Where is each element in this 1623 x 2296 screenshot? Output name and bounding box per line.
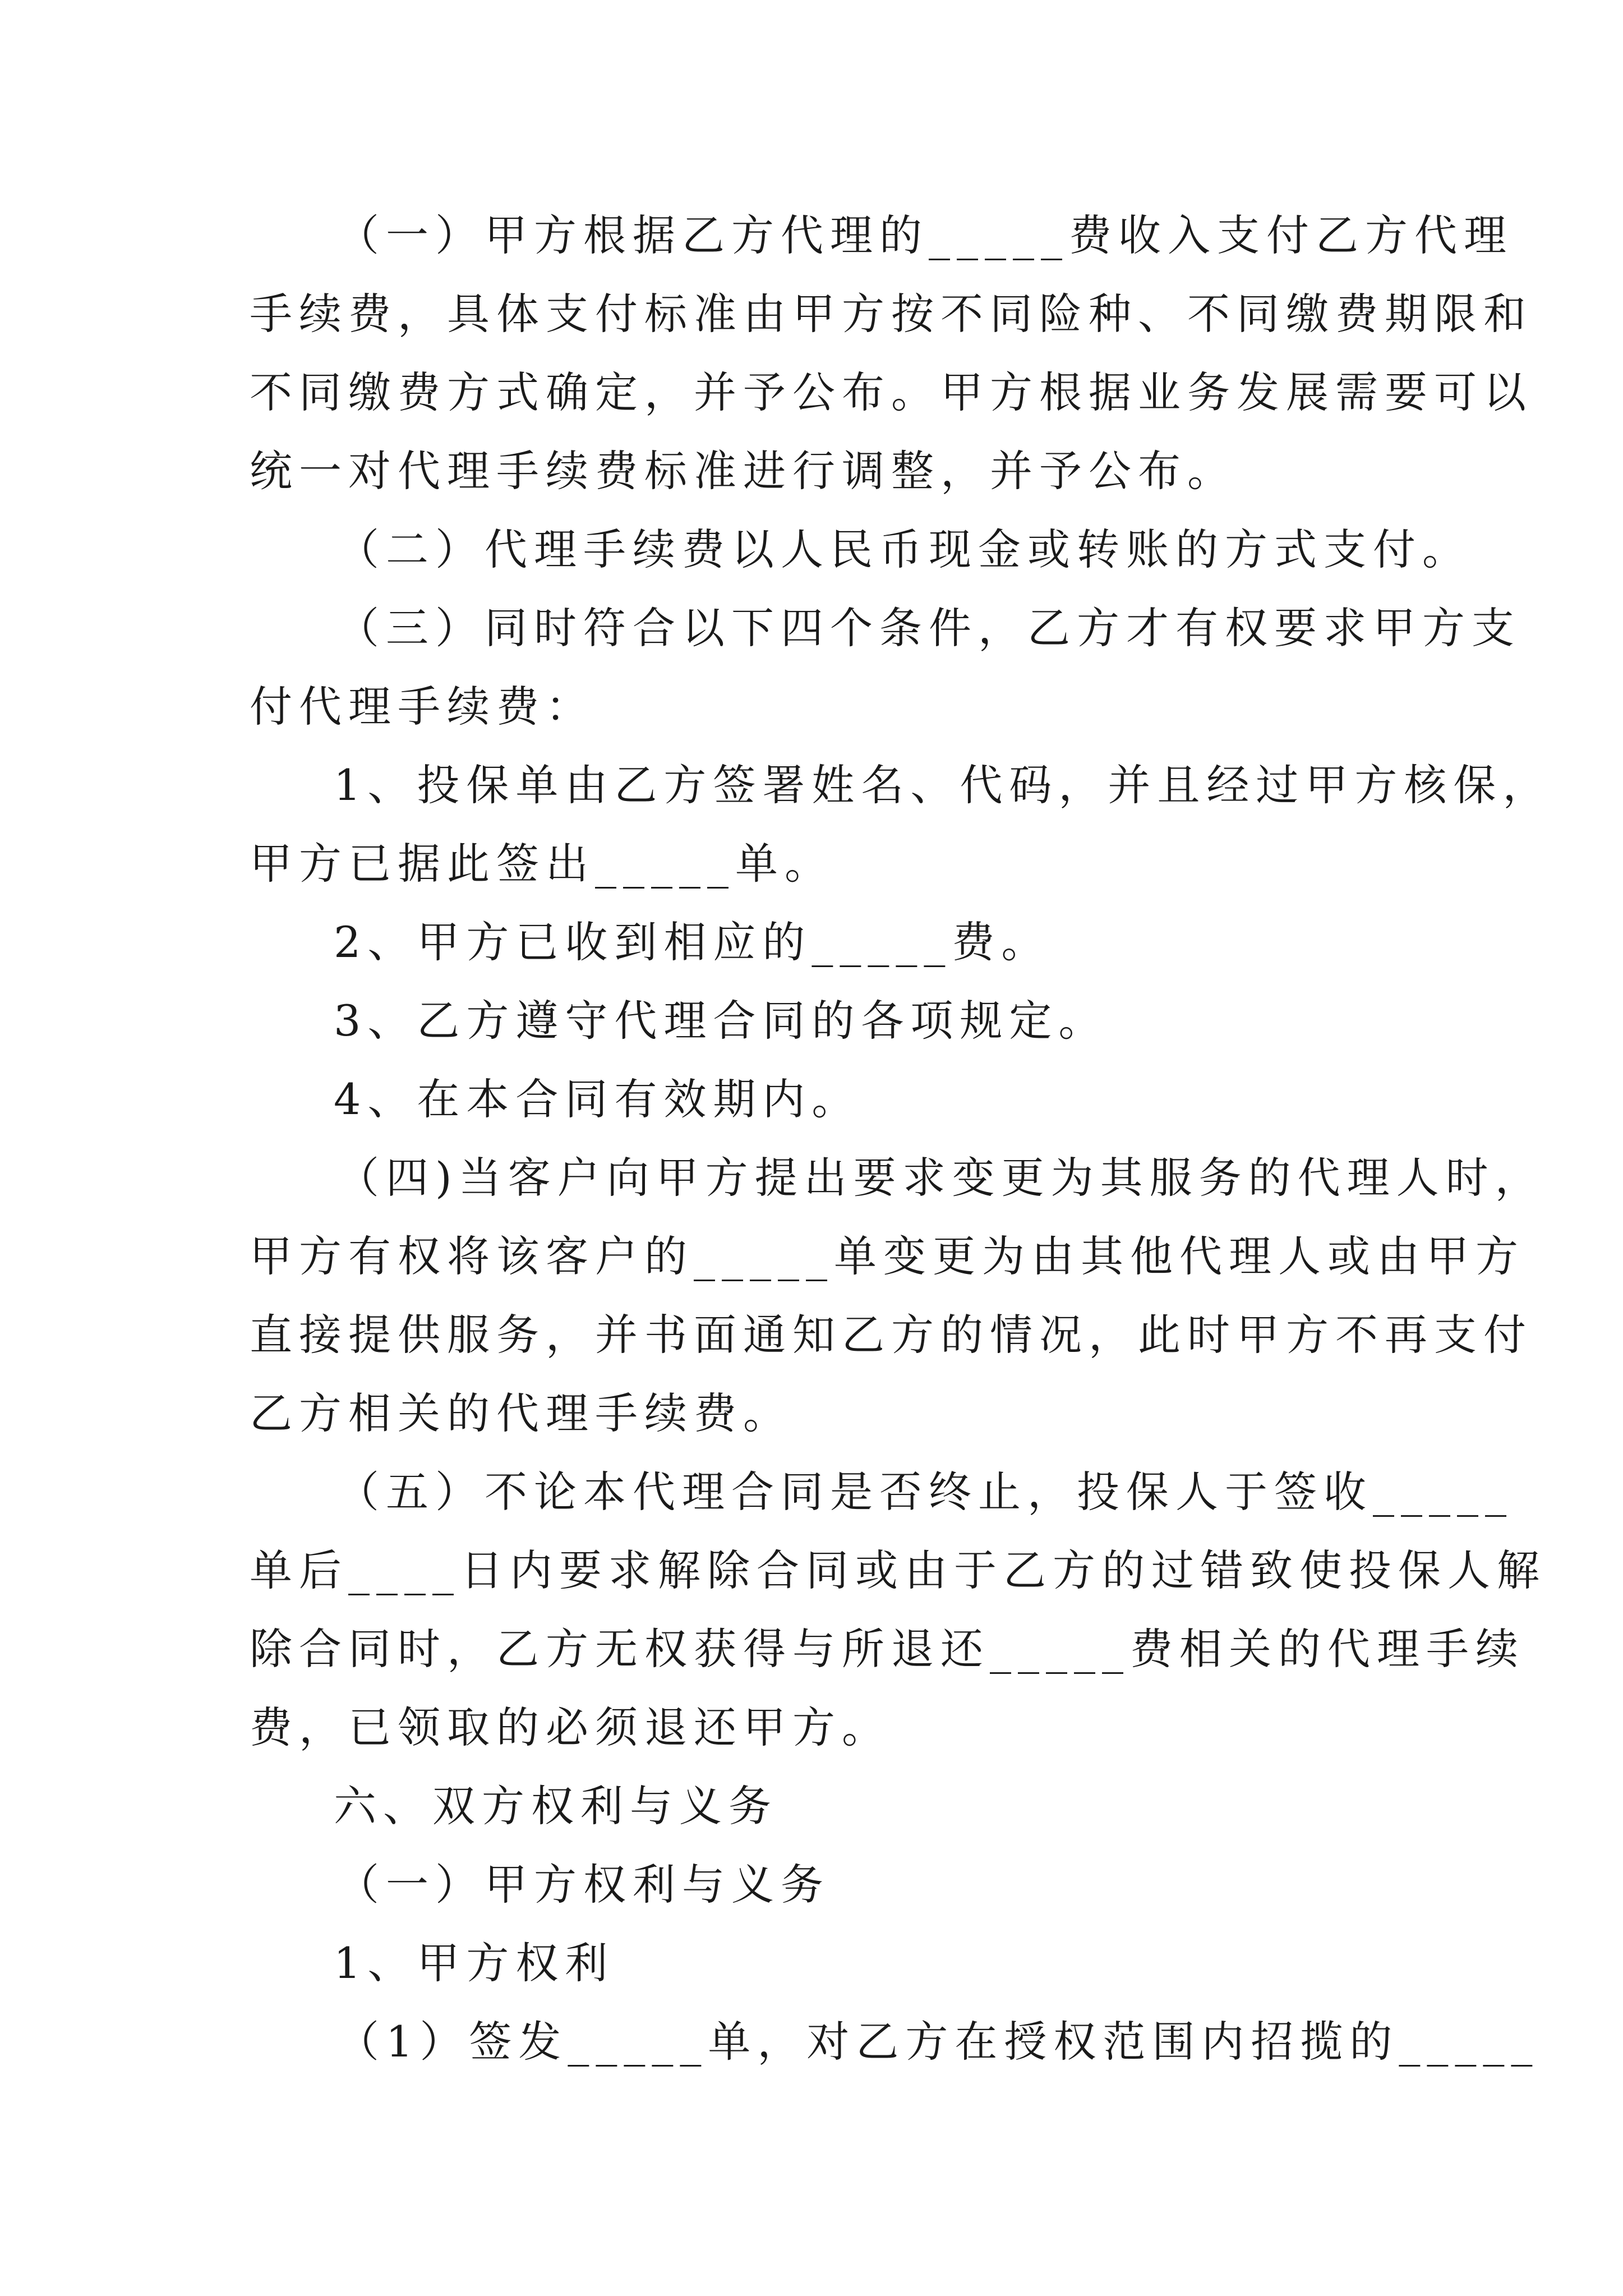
- paragraph-line-20: 费，已领取的必须退还甲方。: [250, 1703, 891, 1752]
- paragraph-line-9: 甲方已据此签出_____单。: [250, 839, 834, 889]
- paragraph-line-2: 手续费，具体支付标准由甲方按不同险种、不同缴费期限和: [250, 289, 1533, 339]
- paragraph-line-8: 1、投保单由乙方签署姓名、代码，并且经过甲方核保，: [334, 760, 1552, 810]
- section-heading-rights-obligations: 六、双方权利与义务: [334, 1781, 778, 1831]
- paragraph-line-5: （二）代理手续费以人民币现金或转账的方式支付。: [336, 524, 1472, 574]
- paragraph-line-1: （一）甲方根据乙方代理的_____费收入支付乙方代理: [336, 210, 1513, 260]
- subsection-heading-party-a: （一）甲方权利与义务: [336, 1860, 830, 1910]
- paragraph-line-15: 直接提供服务，并书面通知乙方的情况，此时甲方不再支付: [250, 1310, 1533, 1360]
- item-heading-party-a-rights: 1、甲方权利: [334, 1938, 615, 1988]
- paragraph-line-11: 3、乙方遵守代理合同的各项规定。: [334, 996, 1108, 1046]
- paragraph-line-4: 统一对代理手续费标准进行调整，并予公布。: [250, 446, 1237, 496]
- paragraph-line-17: （五）不论本代理合同是否终止，投保人于签收_____: [336, 1467, 1513, 1517]
- paragraph-line-6: （三）同时符合以下四个条件，乙方才有权要求甲方支: [336, 603, 1521, 653]
- paragraph-line-16: 乙方相关的代理手续费。: [250, 1388, 792, 1438]
- paragraph-line-10: 2、甲方已收到相应的_____费。: [334, 917, 1051, 967]
- paragraph-line-18: 单后____日内要求解除合同或由于乙方的过错致使投保人解: [250, 1545, 1546, 1595]
- paragraph-line-7: 付代理手续费：: [250, 682, 595, 731]
- paragraph-line-24: （1）签发_____单，对乙方在授权范围内招揽的_____: [336, 2017, 1539, 2067]
- paragraph-line-13: （四)当客户向甲方提出要求变更为其服务的代理人时，: [336, 1153, 1544, 1203]
- paragraph-line-12: 4、在本合同有效期内。: [334, 1074, 861, 1124]
- paragraph-line-14: 甲方有权将该客户的_____单变更为由其他代理人或由甲方: [250, 1231, 1525, 1281]
- paragraph-line-19: 除合同时，乙方无权获得与所退还_____费相关的代理手续: [250, 1624, 1525, 1674]
- paragraph-line-3: 不同缴费方式确定，并予公布。甲方根据业务发展需要可以: [250, 367, 1533, 417]
